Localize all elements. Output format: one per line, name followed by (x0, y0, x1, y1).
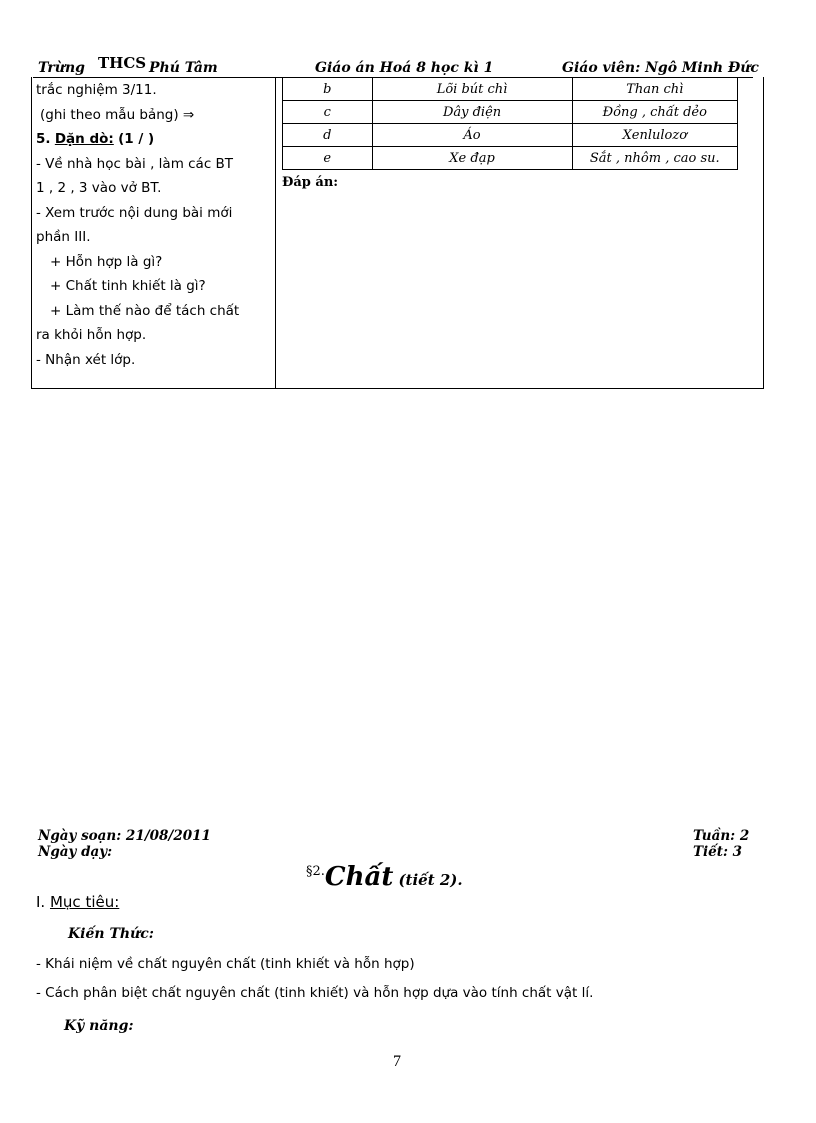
table-cell-object: Áo (372, 124, 572, 147)
table-cell-letter: b (283, 78, 373, 101)
table-row (283, 124, 738, 147)
material-table (282, 77, 738, 170)
left-line: - Nhận xét lớp. (36, 351, 136, 368)
ngay-soan: Ngày soạn: 21/08/2011 (38, 828, 211, 844)
left-column (36, 78, 268, 372)
table-cell-object: Lõi bút chì (372, 78, 572, 101)
answer-label: Đáp án: (282, 175, 339, 190)
left-line: + Làm thế nào để tách chất (50, 302, 240, 319)
tiet: Tiết: 3 (693, 844, 743, 860)
table-cell-material: Đồng , chất dẻo (572, 101, 737, 124)
title-subtitle: (tiết 2). (398, 871, 463, 889)
objectives-number: I. (36, 893, 46, 911)
knowledge-item: - Cách phân biệt chất nguyên chất (tinh khiết) và hỗn hợp dựa vào tính chất vật lí. (36, 985, 594, 1001)
table-cell-material: Than chì (572, 78, 737, 101)
left-line: - Xem trước nội dung bài mới (36, 204, 233, 221)
header-teacher: Giáo viên: Ngô Minh Đức (562, 60, 759, 76)
table-cell-object: Dây điện (372, 101, 572, 124)
table-cell-letter: d (283, 124, 373, 147)
left-line: + Hỗn hợp là gì? (50, 253, 163, 270)
left-line: - Về nhà học bài , làm các BT (36, 155, 234, 172)
table-row (283, 147, 738, 170)
table-cell-object: Xe đạp (372, 147, 572, 170)
knowledge-item: - Khái niệm về chất nguyên chất (tinh khiết và hỗn hợp) (36, 956, 415, 972)
section-5-title: Dặn dò: (54, 131, 114, 147)
left-line: 1 , 2 , 3 vào vở BT. (36, 180, 162, 196)
table-cell-material: Sắt , nhôm , cao su. (572, 147, 737, 170)
kien-thuc-heading: Kiến Thức: (68, 926, 154, 942)
page-number: 7 (393, 1053, 401, 1070)
title-text: Chất (324, 862, 394, 892)
table-row (283, 101, 738, 124)
header-course: Giáo án Hoá 8 học kì 1 (315, 60, 494, 76)
section-symbol: §2. (306, 864, 325, 879)
section-5-heading (36, 127, 268, 152)
ngay-day: Ngày dạy: (38, 844, 113, 860)
table-cell-letter: c (283, 101, 373, 124)
header-school-prefix: Trừng (38, 60, 85, 76)
section-5-number: 5. (36, 131, 51, 147)
section-5-time: (1 / ) (118, 131, 155, 147)
column-divider (275, 77, 276, 389)
table-row (283, 78, 738, 101)
table-cell-letter: e (283, 147, 373, 170)
header-school-place: Phú Tâm (149, 60, 218, 76)
table-cell-material: Xenlulozơ (572, 124, 737, 147)
tuan: Tuần: 2 (693, 828, 750, 844)
left-line: ra khỏi hỗn hợp. (36, 327, 147, 343)
left-line: trắc nghiệm 3/11. (36, 82, 157, 98)
left-line: (ghi theo mẫu bảng) ⇒ (40, 106, 195, 123)
lesson-title (306, 862, 463, 892)
objectives-title: Mục tiêu: (49, 893, 120, 911)
left-line: phần III. (36, 229, 91, 245)
objectives-heading (36, 893, 119, 911)
ky-nang-heading: Kỹ năng: (64, 1018, 134, 1034)
header-school-name: THCS (98, 54, 147, 72)
left-line: + Chất tinh khiết là gì? (50, 278, 206, 294)
